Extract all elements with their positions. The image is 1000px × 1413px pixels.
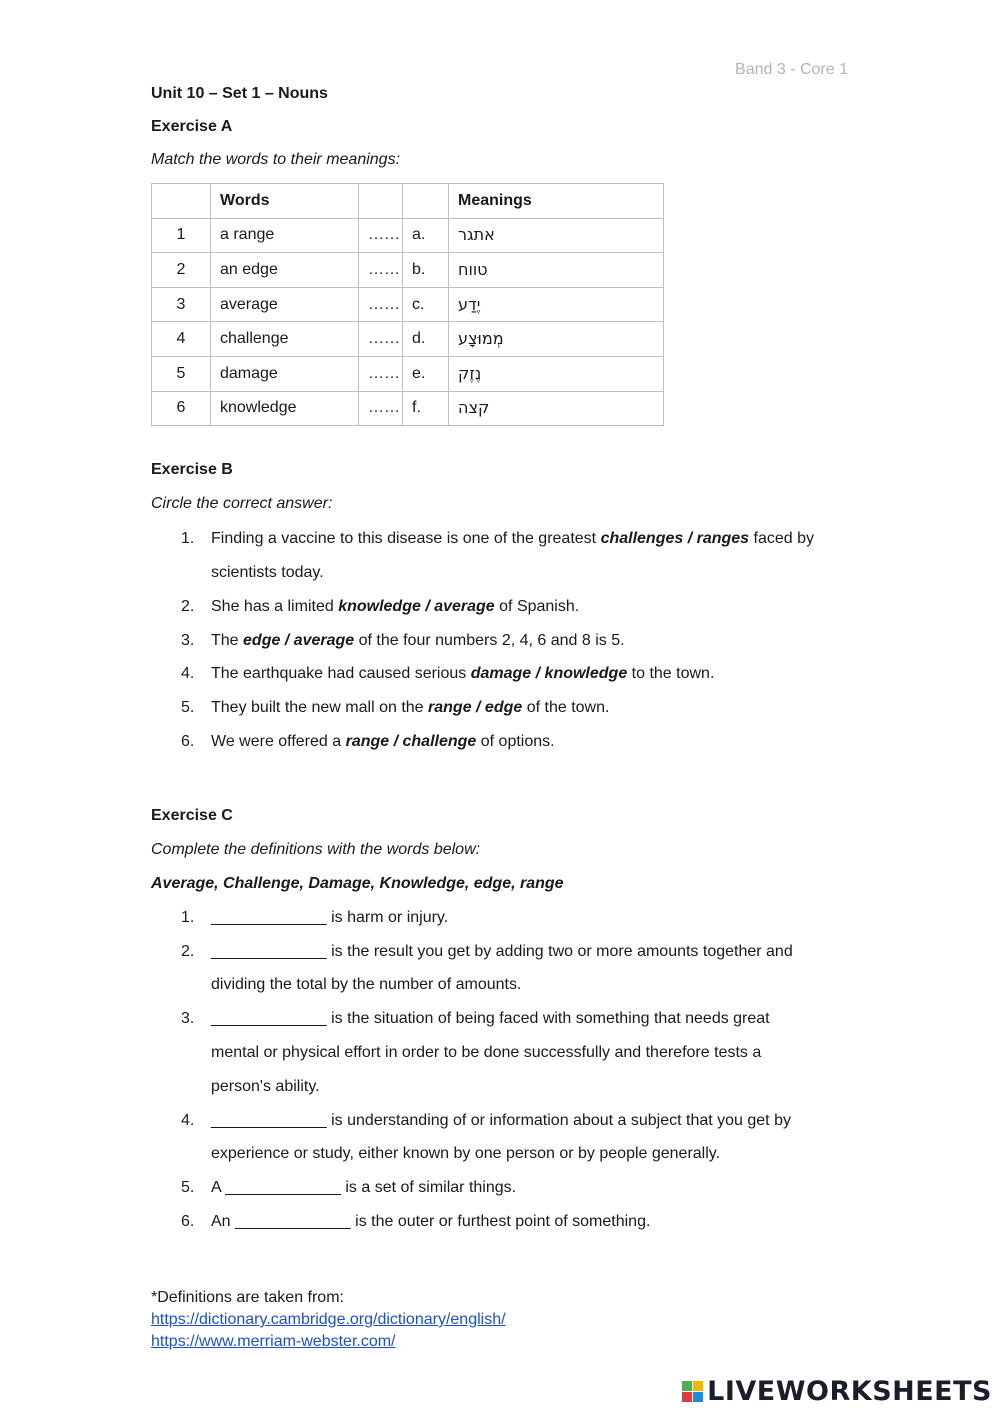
answer-blank[interactable]: ……	[359, 287, 403, 322]
answer-choice[interactable]: damage / knowledge	[470, 665, 628, 683]
logo-square	[693, 1392, 703, 1402]
row-word: average	[211, 287, 359, 322]
table-header-cell	[359, 184, 403, 219]
row-word: a range	[211, 218, 359, 253]
list-item: 3. The edge / average of the four numbers 2, 4, 6 and 8 is 5.	[181, 631, 625, 649]
exercise-a-instruction: Match the words to their meanings:	[151, 151, 401, 168]
list-item: mental or physical effort in order to be done successfully and therefore tests a	[211, 1043, 762, 1061]
answer-choice[interactable]: knowledge / average	[338, 597, 495, 615]
list-item[interactable]: 3. _____________ is the situation of being faced with something that needs great	[181, 1010, 770, 1028]
words-column-header: Words	[211, 184, 359, 219]
logo-square	[682, 1392, 692, 1402]
row-number: 5	[152, 356, 211, 391]
row-meaning: טווח	[449, 253, 664, 288]
row-meaning: קצה	[449, 391, 664, 426]
meanings-column-header: Meanings	[449, 184, 664, 219]
list-item: 4. The earthquake had caused serious damage / knowledge to the town.	[181, 665, 715, 683]
row-number: 1	[152, 218, 211, 253]
footer-sources	[151, 1287, 506, 1353]
table-header-cell	[152, 184, 211, 219]
answer-blank[interactable]: ……	[359, 356, 403, 391]
exercise-c-heading: Exercise C	[151, 806, 233, 824]
logo-text: LIVEWORKSHEETS	[707, 1376, 992, 1407]
exercise-c-instruction: Complete the definitions with the words below:	[151, 840, 481, 858]
logo-square	[682, 1381, 692, 1391]
answer-blank[interactable]: ……	[359, 218, 403, 253]
row-word: an edge	[211, 253, 359, 288]
merriam-webster-link[interactable]: https://www.merriam-webster.com/	[151, 1333, 396, 1350]
answer-choice[interactable]: range / edge	[428, 699, 523, 717]
page-title: Unit 10 – Set 1 – Nouns	[151, 85, 328, 102]
table-row	[152, 356, 664, 391]
row-word: challenge	[211, 322, 359, 357]
cambridge-link[interactable]: https://dictionary.cambridge.org/dictionary/english/	[151, 1311, 506, 1328]
list-item: experience or study, either known by one person or by people generally.	[211, 1145, 721, 1163]
list-item[interactable]: 2. _____________ is the result you get by adding two or more amounts together and	[181, 942, 793, 960]
answer-blank[interactable]: ……	[359, 322, 403, 357]
answer-choice[interactable]: edge / average	[243, 631, 355, 649]
logo-square	[693, 1381, 703, 1391]
list-item: scientists today.	[211, 563, 324, 581]
table-header-cell	[403, 184, 449, 219]
worksheet-content	[151, 83, 851, 1239]
row-letter: b.	[403, 253, 449, 288]
list-item[interactable]: 6. An _____________ is the outer or furthest point of something.	[181, 1212, 651, 1230]
list-item[interactable]: 4. _____________ is understanding of or information about a subject that you get by	[181, 1111, 791, 1129]
row-meaning: אתגר	[449, 218, 664, 253]
answer-choice[interactable]: challenges / ranges	[600, 530, 750, 548]
table-row	[152, 287, 664, 322]
exercise-b-heading: Exercise B	[151, 461, 233, 479]
row-letter: e.	[403, 356, 449, 391]
row-letter: c.	[403, 287, 449, 322]
liveworksheets-logo	[682, 1376, 992, 1407]
exercise-a-heading: Exercise A	[151, 118, 233, 135]
row-meaning: מְמוּצָע	[449, 322, 664, 357]
answer-choice[interactable]: range / challenge	[345, 732, 477, 750]
list-item: 1. Finding a vaccine to this disease is one of the greatest challenges / ranges faced by	[181, 530, 815, 548]
exercise-c-list	[151, 901, 851, 1239]
row-number: 2	[152, 253, 211, 288]
word-bank: Average, Challenge, Damage, Knowledge, edge, range	[151, 874, 564, 892]
answer-blank[interactable]: ……	[359, 391, 403, 426]
row-word: damage	[211, 356, 359, 391]
list-item: 6. We were offered a range / challenge of options.	[181, 732, 555, 750]
list-item[interactable]: 1. _____________ is harm or injury.	[181, 908, 449, 926]
row-word: knowledge	[211, 391, 359, 426]
table-row	[152, 218, 664, 253]
answer-blank[interactable]: ……	[359, 253, 403, 288]
list-item: person's ability.	[211, 1077, 320, 1095]
row-letter: a.	[403, 218, 449, 253]
row-meaning: נֶזֶק	[449, 356, 664, 391]
row-meaning: יֶדַע	[449, 287, 664, 322]
matching-table	[151, 183, 664, 426]
table-header-row	[152, 184, 664, 219]
footer-note: *Definitions are taken from:	[151, 1289, 344, 1306]
list-item: 5. They built the new mall on the range / edge of the town.	[181, 699, 610, 717]
table-row	[152, 391, 664, 426]
list-item: dividing the total by the number of amounts.	[211, 976, 522, 994]
row-number: 3	[152, 287, 211, 322]
logo-icon	[682, 1381, 703, 1402]
table-row	[152, 253, 664, 288]
exercise-b-list	[151, 522, 851, 759]
row-number: 6	[152, 391, 211, 426]
row-letter: f.	[403, 391, 449, 426]
row-letter: d.	[403, 322, 449, 357]
list-item: 2. She has a limited knowledge / average of Spanish.	[181, 597, 580, 615]
table-row	[152, 322, 664, 357]
list-item[interactable]: 5. A _____________ is a set of similar things.	[181, 1179, 517, 1197]
row-number: 4	[152, 322, 211, 357]
exercise-b-instruction: Circle the correct answer:	[151, 495, 333, 513]
header-band-label: Band 3 - Core 1	[735, 61, 848, 78]
